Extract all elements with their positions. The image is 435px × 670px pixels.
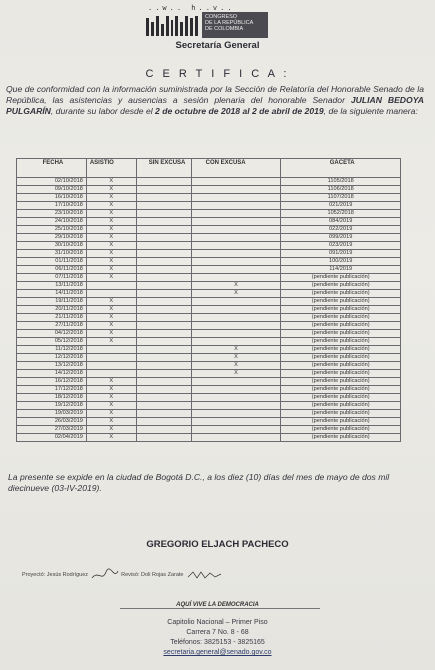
table-row: [17, 322, 401, 330]
cell-asistio: X: [86, 306, 136, 314]
cell-con-excusa: [191, 186, 281, 194]
cell-gaceta: (pendiente publicación): [281, 314, 401, 322]
email-link[interactable]: secretaria.general@senado.gov.co: [163, 649, 272, 656]
address-line: Carrera 7 No. 8 - 68: [186, 629, 249, 636]
cell-con-excusa: X: [191, 362, 281, 370]
table-row: [17, 434, 401, 442]
cell-asistio: X: [86, 402, 136, 410]
cell-fecha: 11/12/2018: [17, 346, 87, 354]
reviso-text: Revisó: Doli Rojas Zarate: [121, 572, 184, 579]
cell-con-excusa: [191, 314, 281, 322]
cell-fecha: 01/11/2018: [17, 258, 87, 266]
cell-asistio: X: [86, 330, 136, 338]
cell-sin-excusa: [136, 314, 191, 322]
cell-sin-excusa: [136, 226, 191, 234]
cell-gaceta: (pendiente publicación): [281, 394, 401, 402]
cell-con-excusa: X: [191, 354, 281, 362]
cell-asistio: X: [86, 258, 136, 266]
cell-gaceta: 100/2019: [281, 258, 401, 266]
cell-asistio: X: [86, 242, 136, 250]
cell-con-excusa: X: [191, 346, 281, 354]
table-row: [17, 274, 401, 282]
cell-fecha: 07/11/2018: [17, 274, 87, 282]
cell-sin-excusa: [136, 306, 191, 314]
intro-text: , de la siguiente manera:: [323, 106, 418, 116]
cell-con-excusa: [191, 394, 281, 402]
cell-asistio: X: [86, 418, 136, 426]
footer-slogan: AQUÍ VIVE LA DEMOCRACIA: [176, 602, 259, 608]
intro-text: Que de conformidad con la información suministrada por la Sección de Relatoría del Honorable Senado de la República, las asistencias y ausencias a sesión plenaria del honorable Senador: [6, 84, 424, 105]
cell-asistio: [86, 282, 136, 290]
cell-fecha: 25/10/2018: [17, 226, 87, 234]
cell-gaceta: (pendiente publicación): [281, 434, 401, 442]
cell-con-excusa: X: [191, 290, 281, 298]
cell-asistio: X: [86, 386, 136, 394]
cell-asistio: X: [86, 202, 136, 210]
cell-gaceta: 114/2019: [281, 266, 401, 274]
header-sin-excusa: SIN EXCUSA: [136, 159, 191, 178]
cell-fecha: 24/10/2018: [17, 218, 87, 226]
header-asistio: ASISTIO: [86, 159, 136, 178]
table-row: [17, 426, 401, 434]
table-row: [17, 250, 401, 258]
cell-fecha: 14/11/2018: [17, 290, 87, 298]
cell-sin-excusa: [136, 418, 191, 426]
table-row: [17, 290, 401, 298]
cell-con-excusa: [191, 402, 281, 410]
cell-fecha: 02/10/2018: [17, 178, 87, 186]
table-row: [17, 242, 401, 250]
cell-gaceta: (pendiente publicación): [281, 378, 401, 386]
cell-con-excusa: [191, 298, 281, 306]
cell-fecha: 17/10/2018: [17, 202, 87, 210]
cell-asistio: X: [86, 266, 136, 274]
table-row: [17, 210, 401, 218]
cell-fecha: 27/03/2019: [17, 426, 87, 434]
cell-fecha: 31/10/2018: [17, 250, 87, 258]
cell-fecha: 17/12/2018: [17, 386, 87, 394]
cell-sin-excusa: [136, 378, 191, 386]
cell-fecha: 16/12/2018: [17, 378, 87, 386]
period-text: 2 de octubre de 2018 al 2 de abril de 2019: [155, 106, 324, 116]
cell-fecha: 27/11/2018: [17, 322, 87, 330]
cell-con-excusa: [191, 202, 281, 210]
table-body: [17, 178, 401, 442]
table-row: [17, 282, 401, 290]
cell-fecha: 19/03/2019: [17, 410, 87, 418]
cell-sin-excusa: [136, 274, 191, 282]
cell-asistio: [86, 346, 136, 354]
table-row: [17, 346, 401, 354]
cell-sin-excusa: [136, 202, 191, 210]
cell-fecha: 04/12/2018: [17, 330, 87, 338]
cell-sin-excusa: [136, 298, 191, 306]
table-row: [17, 378, 401, 386]
cell-gaceta: (pendiente publicación): [281, 274, 401, 282]
cell-gaceta: 099/2019: [281, 234, 401, 242]
cell-asistio: X: [86, 314, 136, 322]
cell-con-excusa: [191, 218, 281, 226]
cell-gaceta: 091/2019: [281, 250, 401, 258]
cell-gaceta: (pendiente publicación): [281, 418, 401, 426]
cell-asistio: X: [86, 226, 136, 234]
cell-asistio: X: [86, 210, 136, 218]
table-row: [17, 370, 401, 378]
cell-sin-excusa: [136, 186, 191, 194]
cell-gaceta: (pendiente publicación): [281, 346, 401, 354]
cell-fecha: 16/10/2018: [17, 194, 87, 202]
cell-gaceta: (pendiente publicación): [281, 426, 401, 434]
cell-gaceta: (pendiente publicación): [281, 402, 401, 410]
table-row: [17, 338, 401, 346]
table-row: [17, 218, 401, 226]
cell-gaceta: (pendiente publicación): [281, 322, 401, 330]
congreso-logo: [142, 4, 272, 42]
header-gaceta: GACETA: [281, 159, 401, 178]
cell-sin-excusa: [136, 290, 191, 298]
table-row: [17, 354, 401, 362]
table-row: [17, 306, 401, 314]
cell-sin-excusa: [136, 370, 191, 378]
table-row: [17, 298, 401, 306]
cell-con-excusa: [191, 434, 281, 442]
cell-asistio: X: [86, 218, 136, 226]
cell-sin-excusa: [136, 242, 191, 250]
department-title: Secretaría General: [175, 40, 260, 51]
cell-con-excusa: [191, 258, 281, 266]
cell-sin-excusa: [136, 386, 191, 394]
cell-gaceta: 1106/2018: [281, 186, 401, 194]
signer-name: GREGORIO ELJACH PACHECO: [146, 539, 289, 550]
cell-fecha: 09/10/2018: [17, 186, 87, 194]
cell-sin-excusa: [136, 210, 191, 218]
cell-gaceta: 023/2019: [281, 242, 401, 250]
cell-con-excusa: [191, 194, 281, 202]
table-row: [17, 418, 401, 426]
address-line: Teléfonos: 3825153 - 3825165: [170, 639, 265, 646]
cell-sin-excusa: [136, 266, 191, 274]
closing-paragraph: La presente se expide en la ciudad de Bogotá D.C., a los diez (10) días del mes de mayo de dos mil diecinueve (03-IV-2019).: [8, 472, 390, 493]
cell-fecha: 12/12/2018: [17, 354, 87, 362]
table-row: [17, 386, 401, 394]
cell-gaceta: (pendiente publicación): [281, 290, 401, 298]
cell-asistio: X: [86, 394, 136, 402]
table-row: [17, 410, 401, 418]
cell-fecha: 20/11/2018: [17, 306, 87, 314]
cell-con-excusa: [191, 418, 281, 426]
cell-con-excusa: [191, 322, 281, 330]
cell-asistio: [86, 362, 136, 370]
cell-con-excusa: [191, 378, 281, 386]
attendance-table: [16, 158, 401, 442]
header-fecha: FECHA: [17, 159, 87, 178]
cell-fecha: 19/12/2018: [17, 402, 87, 410]
cell-sin-excusa: [136, 410, 191, 418]
cell-con-excusa: [191, 410, 281, 418]
cell-sin-excusa: [136, 322, 191, 330]
cell-fecha: 21/11/2018: [17, 314, 87, 322]
cell-sin-excusa: [136, 426, 191, 434]
table-row: [17, 178, 401, 186]
cell-sin-excusa: [136, 402, 191, 410]
cell-asistio: X: [86, 274, 136, 282]
initials-mark: [185, 568, 225, 582]
cell-gaceta: (pendiente publicación): [281, 282, 401, 290]
signature-mark: [90, 568, 120, 582]
cell-fecha: 30/10/2018: [17, 242, 87, 250]
cell-con-excusa: [191, 426, 281, 434]
cell-asistio: [86, 370, 136, 378]
cell-gaceta: (pendiente publicación): [281, 362, 401, 370]
logo-bars: [146, 14, 198, 36]
cell-gaceta: 021/2019: [281, 202, 401, 210]
cell-asistio: [86, 290, 136, 298]
cell-sin-excusa: [136, 194, 191, 202]
proyecto-text: Proyectó: Jesús Rodríguez: [22, 572, 89, 579]
cell-fecha: 26/03/2019: [17, 418, 87, 426]
cell-fecha: 23/10/2018: [17, 210, 87, 218]
cell-gaceta: 022/2019: [281, 226, 401, 234]
cell-sin-excusa: [136, 330, 191, 338]
cell-asistio: [86, 354, 136, 362]
footer-address: [0, 618, 435, 658]
logo-dots: ..w.. h..v..: [148, 4, 235, 12]
cell-sin-excusa: [136, 354, 191, 362]
cell-sin-excusa: [136, 394, 191, 402]
cell-gaceta: 084/2019: [281, 218, 401, 226]
certifica-heading: C E R T I F I C A :: [145, 68, 290, 80]
cell-sin-excusa: [136, 234, 191, 242]
cell-con-excusa: [191, 266, 281, 274]
logo-text-box: [202, 12, 268, 38]
table-row: [17, 234, 401, 242]
cell-gaceta: (pendiente publicación): [281, 306, 401, 314]
cell-asistio: X: [86, 410, 136, 418]
cell-gaceta: 1107/2018: [281, 194, 401, 202]
cell-asistio: X: [86, 322, 136, 330]
table-row: [17, 226, 401, 234]
cell-con-excusa: [191, 226, 281, 234]
cell-sin-excusa: [136, 250, 191, 258]
cell-asistio: X: [86, 250, 136, 258]
cell-asistio: X: [86, 338, 136, 346]
table-row: [17, 194, 401, 202]
cell-sin-excusa: [136, 178, 191, 186]
logo-line: CONGRESO: [205, 14, 238, 20]
cell-gaceta: (pendiente publicación): [281, 410, 401, 418]
cell-con-excusa: [191, 330, 281, 338]
table-row: [17, 402, 401, 410]
cell-sin-excusa: [136, 338, 191, 346]
header-con-excusa: CON EXCUSA: [191, 159, 281, 178]
footer-divider: [120, 608, 320, 609]
table-row: [17, 186, 401, 194]
cell-asistio: X: [86, 378, 136, 386]
logo-line: DE COLOMBIA: [205, 26, 244, 32]
cell-asistio: X: [86, 426, 136, 434]
cell-sin-excusa: [136, 282, 191, 290]
cell-sin-excusa: [136, 218, 191, 226]
cell-asistio: X: [86, 178, 136, 186]
cell-asistio: X: [86, 194, 136, 202]
intro-text: , durante su labor desde el: [50, 106, 156, 116]
cell-con-excusa: [191, 234, 281, 242]
cell-fecha: 06/11/2018: [17, 266, 87, 274]
cell-fecha: 19/11/2018: [17, 298, 87, 306]
table-row: [17, 314, 401, 322]
cell-gaceta: 1052/2018: [281, 210, 401, 218]
cell-con-excusa: X: [191, 282, 281, 290]
cell-gaceta: (pendiente publicación): [281, 370, 401, 378]
cell-con-excusa: [191, 274, 281, 282]
cell-sin-excusa: [136, 362, 191, 370]
cell-fecha: 29/10/2018: [17, 234, 87, 242]
cell-asistio: X: [86, 298, 136, 306]
cell-gaceta: (pendiente publicación): [281, 298, 401, 306]
cell-asistio: X: [86, 434, 136, 442]
cell-sin-excusa: [136, 258, 191, 266]
table-row: [17, 202, 401, 210]
address-line: Capitolio Nacional – Primer Piso: [167, 619, 268, 626]
cell-con-excusa: [191, 250, 281, 258]
cell-gaceta: (pendiente publicación): [281, 338, 401, 346]
cell-fecha: 05/12/2018: [17, 338, 87, 346]
cell-gaceta: (pendiente publicación): [281, 330, 401, 338]
cell-fecha: 02/04/2019: [17, 434, 87, 442]
proyecto-line: [22, 568, 225, 582]
cell-asistio: X: [86, 234, 136, 242]
cell-con-excusa: [191, 338, 281, 346]
cell-con-excusa: [191, 242, 281, 250]
cell-asistio: X: [86, 186, 136, 194]
table-row: [17, 362, 401, 370]
cell-fecha: 13/11/2018: [17, 282, 87, 290]
cell-con-excusa: [191, 306, 281, 314]
intro-paragraph: [6, 84, 424, 117]
cell-fecha: 18/12/2018: [17, 394, 87, 402]
table-row: [17, 394, 401, 402]
senator-name: JULIAN BEDOYA PULGARÍN: [6, 95, 424, 116]
cell-con-excusa: [191, 386, 281, 394]
cell-sin-excusa: [136, 346, 191, 354]
cell-gaceta: (pendiente publicación): [281, 386, 401, 394]
table-row: [17, 258, 401, 266]
cell-fecha: 14/12/2018: [17, 370, 87, 378]
cell-con-excusa: [191, 210, 281, 218]
table-header-row: [17, 159, 401, 178]
cell-con-excusa: [191, 178, 281, 186]
logo-line: DE LA REPÚBLICA: [205, 20, 254, 26]
table-row: [17, 266, 401, 274]
cell-fecha: 13/12/2018: [17, 362, 87, 370]
cell-gaceta: (pendiente publicación): [281, 354, 401, 362]
table-row: [17, 330, 401, 338]
cell-sin-excusa: [136, 434, 191, 442]
cell-con-excusa: X: [191, 370, 281, 378]
cell-gaceta: 1105/2018: [281, 178, 401, 186]
